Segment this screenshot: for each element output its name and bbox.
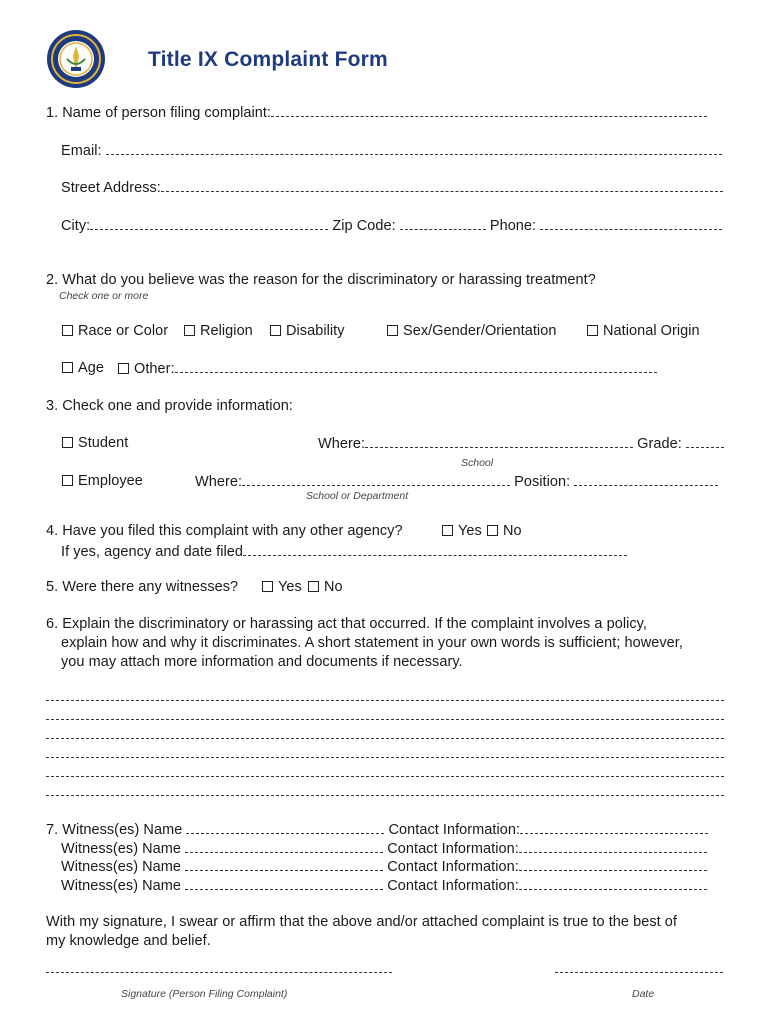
witness-name-label: 7. Witness(es) Name — [46, 822, 183, 838]
street-label: Street Address: — [61, 180, 161, 196]
witness-row-3 — [61, 858, 707, 875]
contact-input-line[interactable] — [519, 877, 707, 890]
employee-where-label: Where: — [195, 474, 243, 490]
option-disability[interactable] — [270, 323, 345, 339]
option-label: National Origin — [603, 323, 700, 339]
no-label: No — [503, 523, 522, 539]
q6-line-1: 6. Explain the discriminatory or harassing act that occurred. If the complaint involves a policy, — [46, 616, 647, 632]
school-seal-logo-icon — [46, 29, 106, 89]
student-where-row — [318, 435, 724, 452]
yes-label: Yes — [458, 523, 482, 539]
explanation-line-6[interactable] — [46, 795, 724, 796]
q4-yes-option[interactable] — [442, 523, 482, 539]
email-label: Email: — [61, 143, 102, 159]
department-hint: School or Department — [306, 490, 409, 502]
student-label: Student — [78, 435, 129, 451]
q4-question-row — [46, 523, 403, 539]
page-title: Title IX Complaint Form — [148, 48, 388, 71]
school-hint: School — [461, 457, 494, 469]
witness-name-input-line[interactable] — [185, 877, 383, 890]
checkbox[interactable] — [62, 475, 73, 486]
q4-no-option[interactable] — [487, 523, 522, 539]
checkbox[interactable] — [184, 325, 195, 336]
option-race[interactable] — [62, 323, 168, 339]
email-input-line[interactable] — [106, 142, 722, 155]
q4-followup-row — [61, 543, 627, 560]
phone-input-line[interactable] — [540, 217, 722, 230]
contact-input-line[interactable] — [519, 858, 707, 871]
contact-input-line[interactable] — [519, 840, 707, 853]
agency-date-input-line[interactable] — [243, 543, 627, 556]
witness-name-input-line[interactable] — [186, 821, 384, 834]
q6-line-3: you may attach more information and documents if necessary. — [61, 654, 463, 670]
contact-input-line[interactable] — [520, 821, 708, 834]
option-other[interactable] — [118, 360, 657, 377]
grade-input-line[interactable] — [686, 435, 724, 448]
employee-label: Employee — [78, 473, 143, 489]
contact-label: Contact Information: — [387, 859, 519, 875]
checkbox[interactable] — [270, 325, 281, 336]
q2-question: 2. What do you believe was the reason for the discriminatory or harassing treatment? — [46, 272, 596, 288]
street-field-row — [61, 179, 723, 196]
option-label: Sex/Gender/Orientation — [403, 323, 557, 339]
city-label: City: — [61, 218, 91, 234]
option-label: Disability — [286, 323, 345, 339]
option-label: Race or Color — [78, 323, 169, 339]
explanation-line-5[interactable] — [46, 776, 724, 777]
email-field-row — [61, 142, 722, 159]
employee-option[interactable] — [62, 473, 143, 489]
contact-label: Contact Information: — [387, 878, 519, 894]
witness-name-input-line[interactable] — [185, 840, 383, 853]
witness-name-label: Witness(es) Name — [61, 878, 182, 894]
q3-question: 3. Check one and provide information: — [46, 398, 293, 414]
q5-yes-option[interactable] — [262, 579, 302, 595]
city-field-row — [61, 217, 722, 234]
witness-name-label: Witness(es) Name — [61, 859, 182, 875]
date-line[interactable] — [555, 972, 723, 973]
name-input-line[interactable] — [271, 104, 707, 117]
checkbox[interactable] — [587, 325, 598, 336]
student-where-input-line[interactable] — [365, 435, 633, 448]
explanation-line-3[interactable] — [46, 738, 724, 739]
q5-no-option[interactable] — [308, 579, 343, 595]
q5-question: 5. Were there any witnesses? — [46, 579, 239, 595]
option-age[interactable] — [62, 360, 104, 376]
option-sex-gender[interactable] — [387, 323, 556, 339]
city-input-line[interactable] — [90, 217, 328, 230]
explanation-line-4[interactable] — [46, 757, 724, 758]
witness-name-input-line[interactable] — [185, 858, 383, 871]
zip-label: Zip Code: — [332, 218, 396, 234]
street-input-line[interactable] — [161, 179, 723, 192]
checkbox[interactable] — [308, 581, 319, 592]
zip-input-line[interactable] — [400, 217, 486, 230]
option-national-origin[interactable] — [587, 323, 700, 339]
checkbox[interactable] — [62, 362, 73, 373]
option-label: Religion — [200, 323, 253, 339]
student-option[interactable] — [62, 435, 128, 451]
explanation-line-1[interactable] — [46, 700, 724, 701]
witness-row-2 — [61, 840, 707, 857]
signature-hint: Signature (Person Filing Complaint) — [121, 988, 288, 1000]
explanation-line-2[interactable] — [46, 719, 724, 720]
checkbox[interactable] — [62, 325, 73, 336]
name-label: 1. Name of person filing complaint: — [46, 105, 271, 121]
employee-where-input-line[interactable] — [242, 473, 510, 486]
option-label: Age — [78, 360, 104, 376]
checkbox[interactable] — [387, 325, 398, 336]
q4-followup-label: If yes, agency and date filed — [61, 544, 244, 560]
other-input-line[interactable] — [175, 360, 657, 373]
student-where-label: Where: — [318, 436, 366, 452]
employee-where-row — [195, 473, 718, 490]
witness-name-label: Witness(es) Name — [61, 841, 182, 857]
signature-line[interactable] — [46, 972, 392, 973]
contact-label: Contact Information: — [388, 822, 521, 838]
q2-hint: Check one or more — [59, 290, 149, 302]
position-label: Position: — [514, 474, 571, 490]
yes-label: Yes — [278, 579, 302, 595]
option-religion[interactable] — [184, 323, 253, 339]
q4-question: 4. Have you filed this complaint with any other agency? — [46, 523, 403, 539]
option-label: Other: — [134, 361, 175, 377]
position-input-line[interactable] — [574, 473, 718, 486]
q6-line-2: explain how and why it discriminates. A short statement in your own words is sufficient; however, — [61, 635, 683, 651]
checkbox[interactable] — [62, 437, 73, 448]
witness-row-4 — [61, 877, 707, 894]
contact-label: Contact Information: — [387, 841, 519, 857]
affirmation-line-1: With my signature, I swear or affirm that the above and/or attached complaint is true to the best of — [46, 914, 677, 930]
checkbox[interactable] — [487, 525, 498, 536]
no-label: No — [324, 579, 343, 595]
witness-row-1 — [46, 821, 708, 838]
phone-label: Phone: — [489, 218, 537, 234]
date-hint: Date — [632, 988, 655, 1000]
affirmation-line-2: my knowledge and belief. — [46, 933, 211, 949]
grade-label: Grade: — [637, 436, 682, 452]
name-field-row — [46, 104, 707, 121]
checkbox[interactable] — [442, 525, 453, 536]
checkbox[interactable] — [118, 363, 129, 374]
checkbox[interactable] — [262, 581, 273, 592]
